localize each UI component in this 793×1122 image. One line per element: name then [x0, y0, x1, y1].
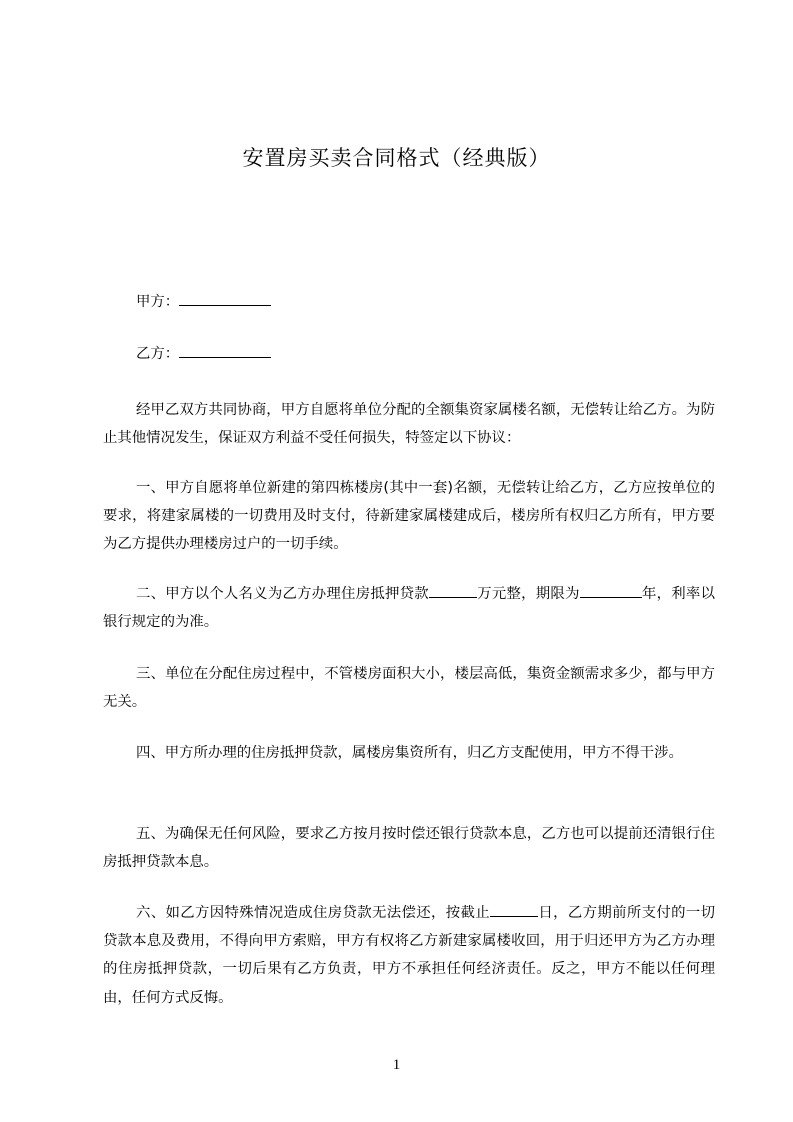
party-a-line [136, 288, 271, 316]
clause-2-text-a: 二、甲方以个人名义为乙方办理住房抵押贷款 [136, 586, 429, 602]
party-a-label: 甲方： [136, 294, 180, 310]
page-number: 1 [392, 1057, 401, 1073]
document-title: 安置房买卖合同格式（经典版） [242, 146, 551, 170]
party-b-blank [179, 343, 271, 358]
clause-1: 一、甲方自愿将单位新建的第四栋楼房(其中一套)名额，无偿转让给乙方，乙方应按单位的要求，将建家属楼的一切费用及时支付，待新建家属楼建成后，楼房所有权归乙方所有，甲方要为乙方提供办理楼房过户的一切手续。 [103, 480, 715, 553]
deadline-blank [490, 902, 538, 917]
clause-2 [103, 580, 715, 636]
loan-amount-blank [429, 583, 477, 598]
loan-term-blank [580, 583, 642, 598]
clause-4: 四、甲方所办理的住房抵押贷款，属楼房集资所有，归乙方支配使用，甲方不得干涉。 [136, 745, 683, 761]
clause-3: 三、单位在分配住房过程中，不管楼房面积大小，楼层高低，集资金额需求多少，都与甲方无关。 [103, 666, 715, 711]
intro-paragraph: 经甲乙双方共同协商，甲方自愿将单位分配的全额集资家属楼名额，无偿转让给乙方。为防止其他情况发生，保证双方利益不受任何损失，特签定以下协议： [103, 402, 715, 447]
clause-6 [103, 899, 715, 1012]
party-b-line [136, 340, 271, 368]
clause-2-text-b: 万元整，期限为 [476, 586, 580, 602]
clause-6-text-a: 六、如乙方因特殊情况造成住房贷款无法偿还，按截止 [136, 905, 490, 921]
clause-2-text-c: 年，利率以银行规定的为准。 [103, 586, 715, 631]
clause-5: 五、为确保无任何风险，要求乙方按月按时偿还银行贷款本息，乙方也可以提前还清银行住房抵押贷款本息。 [103, 826, 715, 871]
party-b-label: 乙方： [136, 346, 180, 362]
clause-6-text-b: 日，乙方期前所支付的一切贷款本息及费用，不得向甲方索赔，甲方有权将乙方新建家属楼收回，用于归还甲方为乙方办理的住房抵押贷款，一切后果有乙方负责，甲方不承担任何经济责任。反之，甲方不能以任何理由，任何方式反悔。 [103, 905, 715, 1006]
party-a-blank [179, 291, 271, 306]
